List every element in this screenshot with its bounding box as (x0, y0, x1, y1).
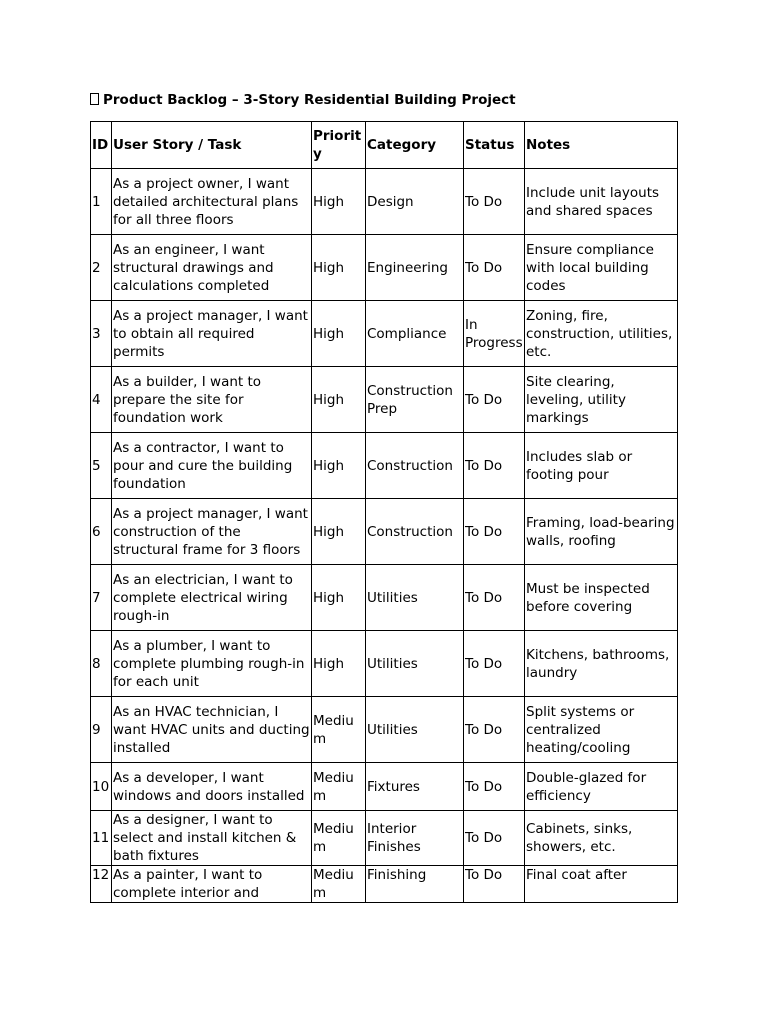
table-row (91, 301, 678, 367)
cell-priority: Medium (312, 763, 366, 811)
header-id: ID (91, 122, 112, 169)
cell-user-story: As a designer, I want to select and install kitchen & bath fixtures (112, 811, 312, 866)
cell-status: To Do (464, 565, 525, 631)
cell-notes: Includes slab or footing pour (525, 433, 678, 499)
cell-status: To Do (464, 763, 525, 811)
cell-status: To Do (464, 433, 525, 499)
header-user-story: User Story / Task (112, 122, 312, 169)
cell-status: To Do (464, 367, 525, 433)
cell-status: To Do (464, 866, 525, 903)
cell-priority: High (312, 169, 366, 235)
cell-notes: Zoning, fire, construction, utilities, etc. (525, 301, 678, 367)
cell-category: Utilities (366, 697, 464, 763)
cell-user-story: As a contractor, I want to pour and cure the building foundation (112, 433, 312, 499)
cell-status: To Do (464, 235, 525, 301)
cell-id: 12 (91, 866, 112, 903)
cell-category: Compliance (366, 301, 464, 367)
cell-priority: High (312, 565, 366, 631)
cell-user-story: As an HVAC technician, I want HVAC units and ducting installed (112, 697, 312, 763)
document-title (90, 92, 516, 108)
cell-category: Finishing (366, 866, 464, 903)
cell-priority: High (312, 301, 366, 367)
cell-id: 1 (91, 169, 112, 235)
cell-user-story: As an engineer, I want structural drawings and calculations completed (112, 235, 312, 301)
header-status: Status (464, 122, 525, 169)
cell-category: Construction (366, 499, 464, 565)
table-header-row (91, 122, 678, 169)
table-row (91, 235, 678, 301)
cell-category: Utilities (366, 565, 464, 631)
header-priority: Priority (312, 122, 366, 169)
cell-notes: Include unit layouts and shared spaces (525, 169, 678, 235)
cell-priority: High (312, 499, 366, 565)
header-notes: Notes (525, 122, 678, 169)
cell-category: Utilities (366, 631, 464, 697)
cell-status: To Do (464, 169, 525, 235)
cell-notes: Must be inspected before covering (525, 565, 678, 631)
header-category: Category (366, 122, 464, 169)
cell-category: Engineering (366, 235, 464, 301)
cell-category: Fixtures (366, 763, 464, 811)
cell-user-story: As a project manager, I want to obtain all required permits (112, 301, 312, 367)
cell-status: To Do (464, 499, 525, 565)
table-row (91, 433, 678, 499)
cell-id: 8 (91, 631, 112, 697)
cell-priority: High (312, 235, 366, 301)
cell-user-story: As an electrician, I want to complete electrical wiring rough-in (112, 565, 312, 631)
cell-id: 3 (91, 301, 112, 367)
cell-id: 10 (91, 763, 112, 811)
cell-user-story: As a builder, I want to prepare the site for foundation work (112, 367, 312, 433)
cell-category: Interior Finishes (366, 811, 464, 866)
cell-id: 5 (91, 433, 112, 499)
backlog-table (90, 121, 678, 903)
cell-priority: High (312, 631, 366, 697)
table-row (91, 367, 678, 433)
cell-user-story: As a project owner, I want detailed architectural plans for all three floors (112, 169, 312, 235)
cell-user-story: As a plumber, I want to complete plumbing rough-in for each unit (112, 631, 312, 697)
table-row (91, 811, 678, 866)
cell-notes: Framing, load-bearing walls, roofing (525, 499, 678, 565)
table-row (91, 631, 678, 697)
cell-user-story: As a developer, I want windows and doors installed (112, 763, 312, 811)
cell-notes: Double-glazed for efficiency (525, 763, 678, 811)
cell-notes: Split systems or centralized heating/cooling (525, 697, 678, 763)
cell-id: 9 (91, 697, 112, 763)
cell-id: 2 (91, 235, 112, 301)
document-title-text: Product Backlog – 3-Story Residential Building Project (103, 92, 516, 108)
cell-notes: Cabinets, sinks, showers, etc. (525, 811, 678, 866)
cell-priority: Medium (312, 697, 366, 763)
cell-notes: Site clearing, leveling, utility markings (525, 367, 678, 433)
cell-id: 6 (91, 499, 112, 565)
cell-user-story: As a project manager, I want construction of the structural frame for 3 floors (112, 499, 312, 565)
table-row (91, 697, 678, 763)
cell-id: 4 (91, 367, 112, 433)
cell-notes: Final coat after (525, 866, 678, 903)
table-row (91, 763, 678, 811)
backlog-body (91, 169, 678, 903)
cell-user-story: As a painter, I want to complete interior and (112, 866, 312, 903)
cell-priority: Medium (312, 811, 366, 866)
missing-glyph-icon (90, 93, 99, 105)
cell-id: 7 (91, 565, 112, 631)
cell-category: Construction (366, 433, 464, 499)
cell-status: In Progress (464, 301, 525, 367)
cell-status: To Do (464, 697, 525, 763)
table-row (91, 169, 678, 235)
cell-status: To Do (464, 631, 525, 697)
cell-status: To Do (464, 811, 525, 866)
table-row (91, 565, 678, 631)
cell-notes: Kitchens, bathrooms, laundry (525, 631, 678, 697)
cell-id: 11 (91, 811, 112, 866)
cell-priority: Medium (312, 866, 366, 903)
cell-priority: High (312, 367, 366, 433)
table-row (91, 866, 678, 903)
cell-category: Construction Prep (366, 367, 464, 433)
cell-category: Design (366, 169, 464, 235)
cell-priority: High (312, 433, 366, 499)
cell-notes: Ensure compliance with local building codes (525, 235, 678, 301)
table-row (91, 499, 678, 565)
